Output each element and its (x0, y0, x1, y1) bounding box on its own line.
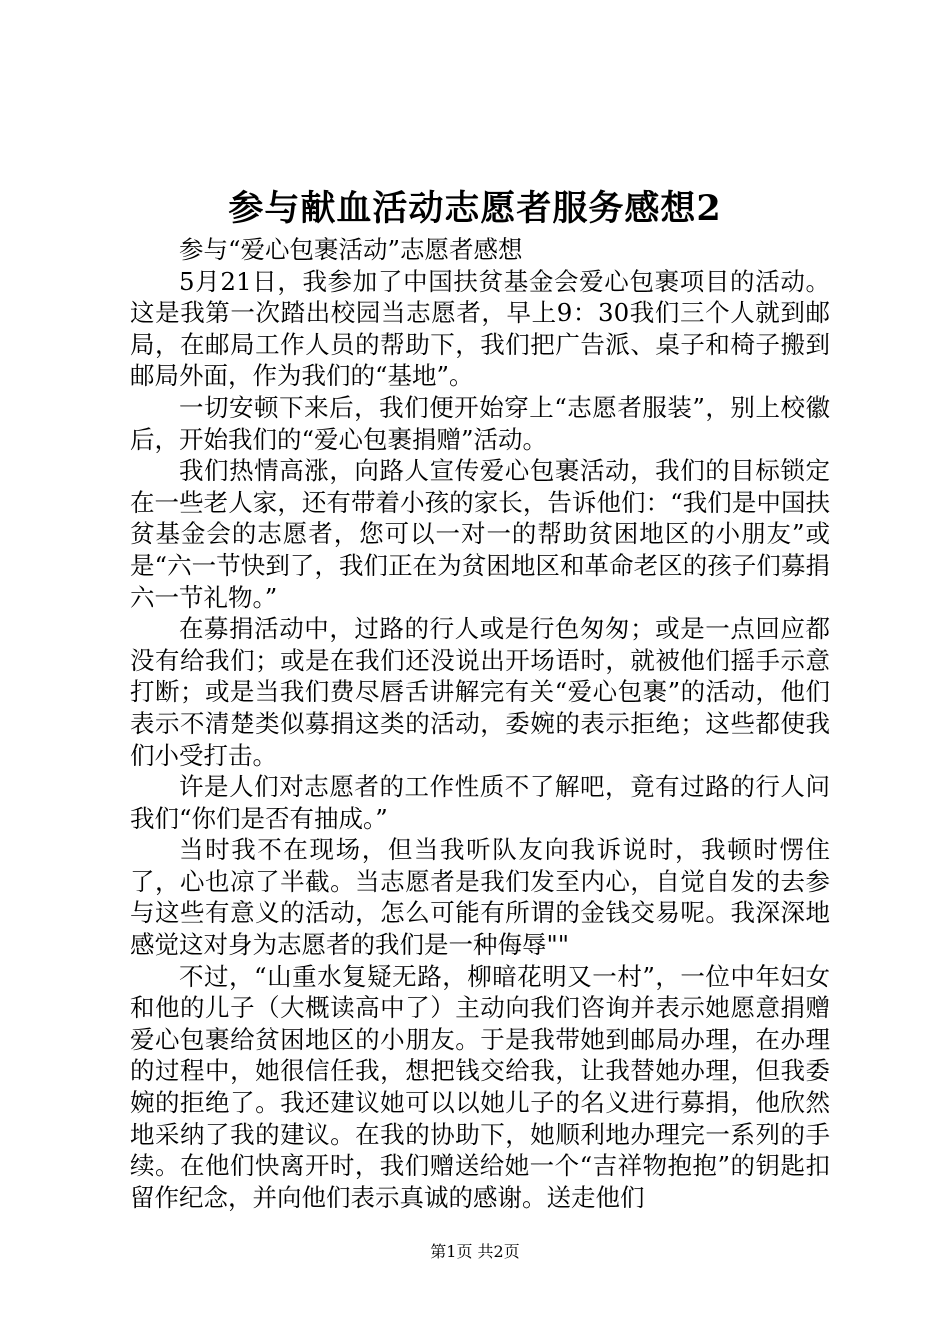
paragraph: 许是人们对志愿者的工作性质不了解吧，竟有过路的行人问我们“你们是否有抽成。” (130, 772, 830, 833)
paragraph: 在募捐活动中，过路的行人或是行色匆匆；或是一点回应都没有给我们；或是在我们还没说出开场语时，就被他们摇手示意打断；或是当我们费尽唇舌讲解完有关“爱心包裹”的活动，他们表示不清楚类似募捐这类的活动，委婉的表示拒绝；这些都使我们小受打击。 (130, 614, 830, 770)
paragraph-subtitle: 参与“爱心包裹活动”志愿者感想 (179, 235, 523, 264)
paragraph: 不过，“山重水复疑无路，柳暗花明又一村”，一位中年妇女和他的儿子（大概读高中了）主动向我们咨询并表示她愿意捐赠爱心包裹给贫困地区的小朋友。于是我带她到邮局办理，在办理的过程中，她很信任我，想把钱交给我，让我替她办理，但我委婉的拒绝了。我还建议她可以以她儿子的名义进行募捐，他欣然地采纳了我的建议。在我的协助下，她顺利地办理完一系列的手续。在他们快离开时，我们赠送给她一个“吉祥物抱抱”的钥匙扣留作纪念，并向他们表示真诚的感谢。送走他们 (130, 961, 830, 1212)
paragraph: 一切安顿下来后，我们便开始穿上“志愿者服装”，别上校徽后，开始我们的“爱心包裹捐赠”活动。 (130, 392, 830, 454)
paragraph: 5月21日，我参加了中国扶贫基金会爱心包裹项目的活动。这是我第一次踏出校园当志愿者，早上9：30我们三个人就到邮局，在邮局工作人员的帮助下，我们把广告派、桌子和椅子搬到邮局外面，作为我们的“基地”。 (130, 266, 830, 391)
document-body (130, 234, 830, 1213)
document-title: 参与献血活动志愿者服务感想2 (228, 188, 722, 229)
page-number-footer: 第1页 共2页 (430, 1242, 520, 1261)
paragraph: 我们热情高涨，向路人宣传爱心包裹活动，我们的目标锁定在一些老人家，还有带着小孩的家长，告诉他们：“我们是中国扶贫基金会的志愿者，您可以一对一的帮助贫困地区的小朋友”或是“六一节快到了，我们正在为贫困地区和革命老区的孩子们募捐六一节礼物。” (130, 456, 830, 612)
paragraph: 当时我不在现场，但当我听队友向我诉说时，我顿时愣住了，心也凉了半截。当志愿者是我们发至内心，自觉自发的去参与这些有意义的活动，怎么可能有所谓的金钱交易呢。我深深地感觉这对身为志愿者的我们是一种侮辱"" (130, 835, 830, 960)
